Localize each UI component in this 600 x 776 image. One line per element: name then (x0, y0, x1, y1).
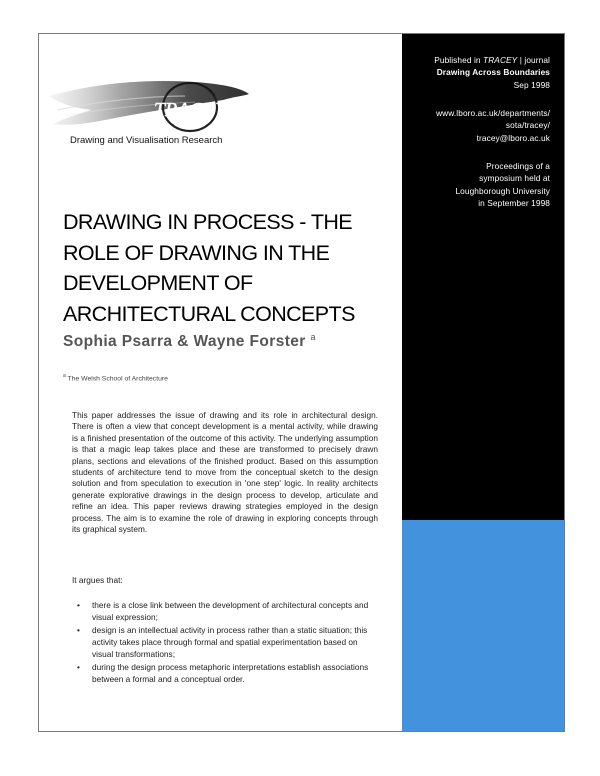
affiliation-marker: a (63, 373, 66, 379)
list-item: • there is a close link between the development of architectural concepts and visual expression; (77, 600, 377, 624)
paper-title: DRAWING IN PROCESS - THE ROLE OF DRAWING IN THE DEVELOPMENT OF ARCHITECTURAL CONCEPTS (63, 210, 355, 326)
list-item: • design is an intellectual activity in process rather than a static situation; this activity takes place through formal and spatial experimentation based on visual transformations; (77, 625, 377, 660)
proceedings-line: Loughborough University (455, 185, 550, 196)
affiliation-text: The Welsh School of Architecture (67, 375, 168, 383)
publication-info (400, 54, 550, 91)
affiliation (63, 373, 168, 382)
sidebar-black-panel (402, 34, 564, 520)
issue-title: Drawing Across Boundaries (436, 67, 550, 78)
list-item: • during the design process metaphoric interpretations establish associations between a formal and a conceptual order. (77, 662, 377, 686)
author-line (63, 332, 316, 351)
proceedings-line: symposium held at (479, 173, 550, 184)
proceedings-line: in September 1998 (478, 198, 550, 209)
issue-date: Sep 1998 (513, 79, 550, 90)
url-line-2[interactable]: sota/tracey/ (505, 120, 550, 131)
author-marker: a (310, 332, 316, 342)
published-line: Published in TRACEY | journal (434, 55, 550, 65)
contact-info (400, 107, 550, 144)
sidebar-blue-panel (402, 520, 564, 731)
argument-list (77, 600, 377, 687)
tracey-logo (45, 66, 255, 144)
author-names: Sophia Psarra & Wayne Forster (63, 333, 306, 351)
email-link[interactable]: tracey@lboro.ac.uk (476, 132, 550, 143)
logo-subtitle: Drawing and Visualisation Research (70, 135, 223, 146)
abstract-paragraph: This paper addresses the issue of drawing and its role in architectural design. There is often a view that concept development is a mental activity, while drawing is a finished presentation of the outcome of this activity. The underlying assumption is that a magic leap takes place and these are transformed to precisely drawn plans, sections and elevations of the finished product. Based on this assumption students of architecture tend to move from the conceptual sketch to the design solution and from speculation to execution in 'one step' logic. In reality architects generate explorative drawings in the design process to develop, articulate and refine an idea. This paper reviews drawing strategies employed in the design process. The aim is to examine the role of drawing in exploring concepts through its graphical system. (72, 410, 378, 535)
proceedings-line: Proceedings of a (486, 161, 550, 171)
argues-intro: It argues that: (72, 575, 123, 585)
document-page (38, 33, 565, 732)
url-line-1[interactable]: www.lboro.ac.uk/departments/ (436, 108, 550, 118)
proceedings-info (400, 160, 550, 210)
journal-name: TRACEY (483, 55, 518, 65)
logo-text: TRACEY (153, 99, 227, 121)
